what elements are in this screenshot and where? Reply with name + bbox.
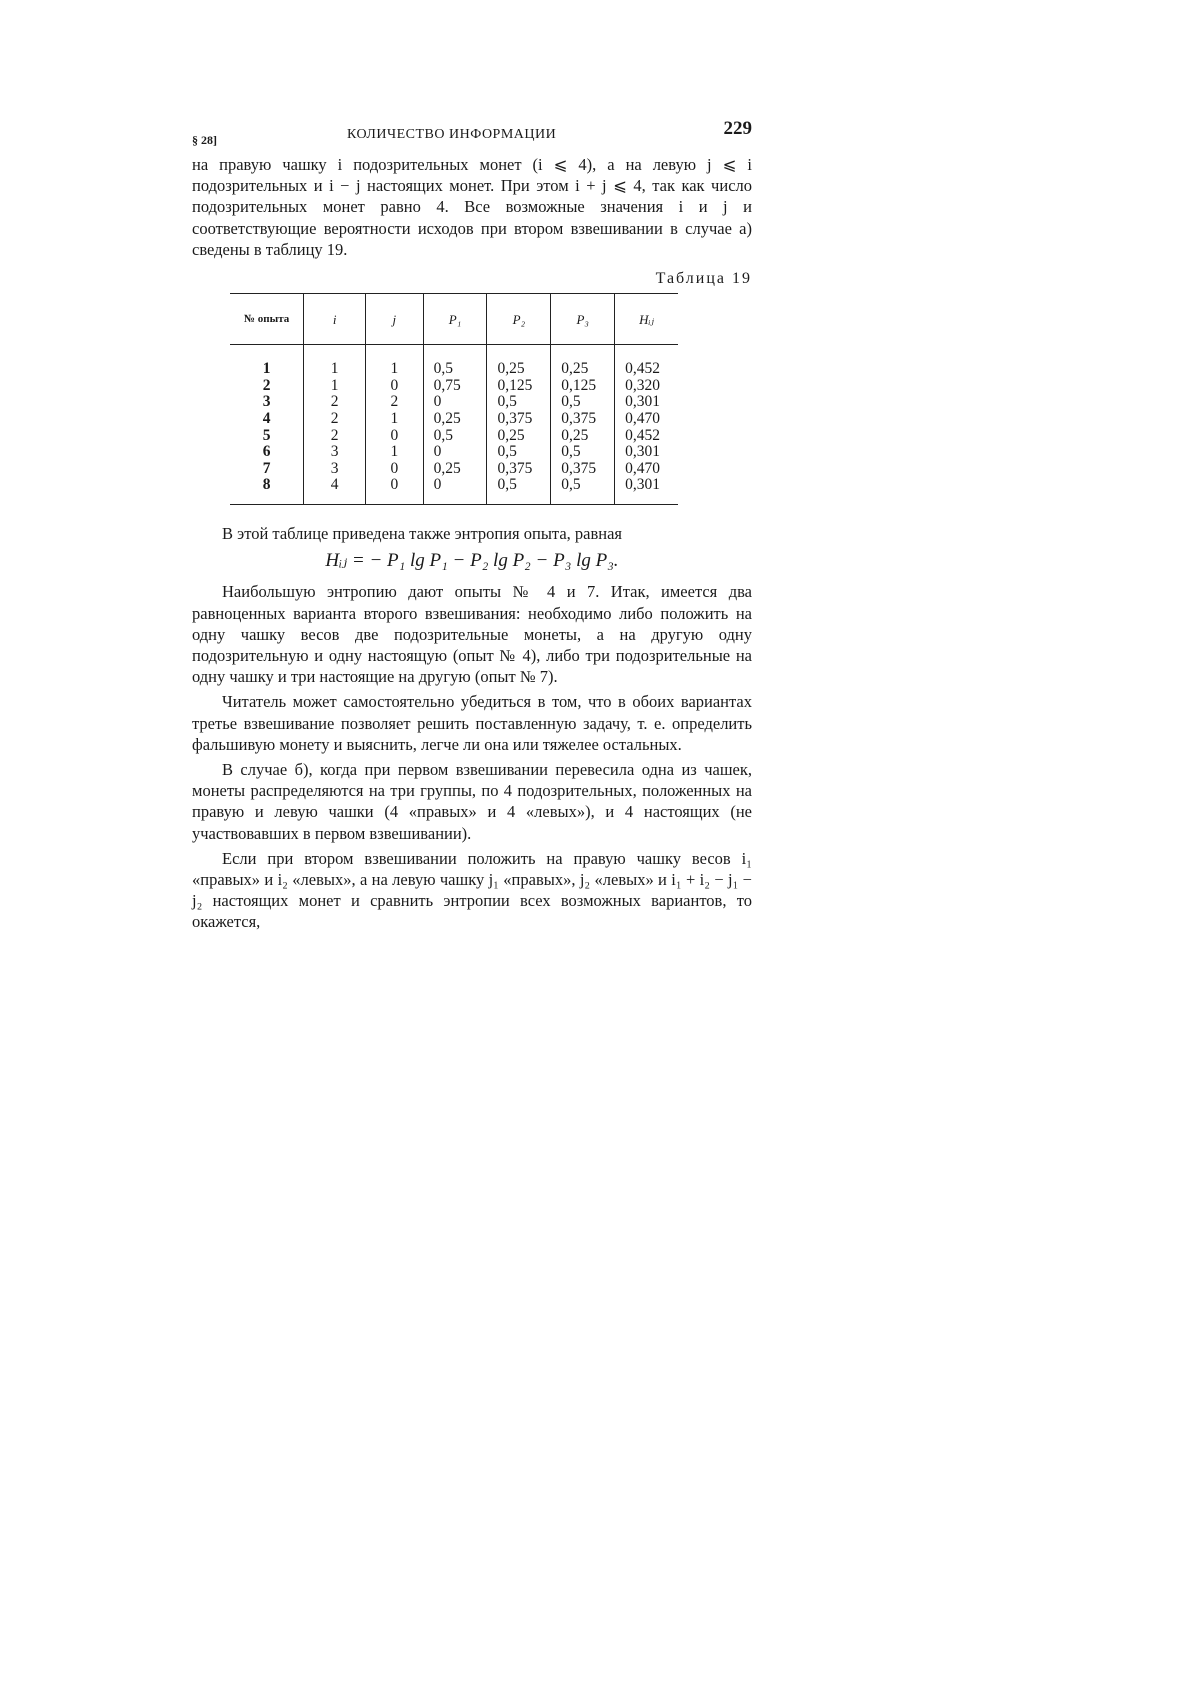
paragraph-case-b: В случае б), когда при первом взвешивании перевесила одна из чашек, монеты распределяются на три группы, по 4 подозрительных, положенных на правую и левую чашки (4 «правых» и 4 «левых»), и 4 настоящих (не участвовавших в первом взвешивании). [192,760,752,843]
page-number: 229 [723,118,752,139]
cell: 0,5 [497,443,517,461]
cell: 0,125 [561,376,597,394]
column-p1 [423,345,487,505]
cell: 0,301 [625,443,660,461]
column-hij [615,345,678,505]
paragraph-reader-check: Читатель может самостоятельно убедиться в том, что в обоих вариантах третье взвешивание позволяет решить поставленную задачу, т. е. определить фальшивую монету и выяснить, легче ли она или тяжелее остальных. [192,692,752,754]
cell: 0 [390,376,399,394]
header-p3: P₃ [551,294,615,345]
book-page [192,118,752,933]
cell: 0,25 [433,459,461,477]
table-header-row [230,294,678,345]
cell: 0,452 [625,426,660,444]
running-title: КОЛИЧЕСТВО ИНФОРМАЦИИ [347,127,557,142]
cell: 1 [390,443,399,461]
cell: 0,301 [625,393,660,411]
cell: 1 [330,360,339,378]
table-19 [230,293,678,505]
header-i: i [304,294,366,345]
cell: 0,25 [497,426,525,444]
section-marker: § 28] [192,133,217,147]
column-p2 [487,345,551,505]
cell: 0,375 [497,410,533,427]
cell: 0,5 [561,476,581,494]
cell: 3 [330,459,339,477]
table-row [230,345,678,505]
cell: 0 [433,393,442,411]
cell: 0 [390,459,399,477]
cell: 5 [262,426,271,444]
cell: 0 [433,443,442,461]
header-j: j [366,294,424,345]
cell: 1 [390,410,399,427]
cell: 0,375 [497,459,533,477]
cell: 0 [390,426,399,444]
cell: 0,301 [625,476,660,494]
cell: 7 [262,459,271,477]
header-p2: P₂ [487,294,551,345]
cell: 2 [330,426,339,444]
cell: 0,470 [625,459,660,477]
table-caption: Таблица 19 [655,270,752,288]
cell: 2 [330,393,339,411]
cell: 0,5 [433,360,453,378]
cell: 0,75 [433,376,461,394]
cell: 0,25 [561,426,589,444]
cell: 8 [262,476,271,494]
cell: 2 [390,393,399,411]
cell: 0,375 [561,410,597,427]
cell: 3 [262,393,271,411]
cell: 1 [390,360,399,378]
cell: 0,25 [497,360,525,378]
paragraph-intro: на правую чашку i подозрительных монет (i ⩽ 4), а на левую j ⩽ i подозрительных и i − j настоящих монет. При этом i + j ⩽ 4, так как число подозрительных монет равно 4. Все возможные значения i и j и соответствующие вероятности исходов при втором взвешивании в случае а) сведены в таблицу 19. [192,155,752,259]
paragraph-entropy-intro: В этой таблице приведена также энтропия опыта, равная [222,523,623,543]
cell: 0,5 [561,443,581,461]
paragraph-second-weighing: Если при втором взвешивании положить на правую чашку весов i₁ «правых» и i₂ «левых», а на левую чашку j₁ «правых», j₂ «левых» и i₁ + i₂ − j₁ − j₂ настоящих монет и сравнить энтропии всех возможных вариантов, то окажется, [192,848,752,932]
header-hij: Hᵢⱼ [615,294,678,345]
cell: 0,5 [497,393,517,411]
cell: 6 [262,443,271,461]
cell: 0,5 [497,476,517,494]
cell: 1 [330,376,339,394]
column-p3 [551,345,615,505]
cell: 1 [262,360,271,378]
cell: 0,25 [561,360,589,378]
cell: 4 [262,410,271,427]
column-experiment-number [230,345,304,505]
cell: 4 [330,476,339,494]
paragraph-max-entropy: Наибольшую энтропию дают опыты № 4 и 7. Итак, имеется два равноценных варианта второго взвешивания: необходимо либо положить на одну чашку весов две подозрительные монеты, а на другую одну подозрительную и одну настоящую (опыт № 4), либо три подозрительные на одну чашку и три настоящие на другую (опыт № 7). [192,582,752,687]
column-j [366,345,424,505]
header-p1: P₁ [423,294,487,345]
cell: 0,25 [433,410,461,427]
cell: 0 [390,476,399,494]
cell: 0,5 [561,393,581,411]
cell: 0,320 [625,376,660,394]
header-experiment-number: № опыта [230,294,304,345]
cell: 0,125 [497,376,533,394]
cell: 0,470 [625,410,660,427]
cell: 2 [330,410,339,427]
cell: 0,452 [625,360,660,378]
cell: 2 [262,376,271,394]
cell: 3 [330,443,339,461]
page-header [192,118,752,148]
cell: 0,5 [433,426,453,444]
cell: 0,375 [561,459,597,477]
cell: 0 [433,476,442,494]
column-i [304,345,366,505]
entropy-formula: Hᵢⱼ = − P₁ lg P₁ − P₂ lg P₂ − P₃ lg P₃. [325,550,619,572]
